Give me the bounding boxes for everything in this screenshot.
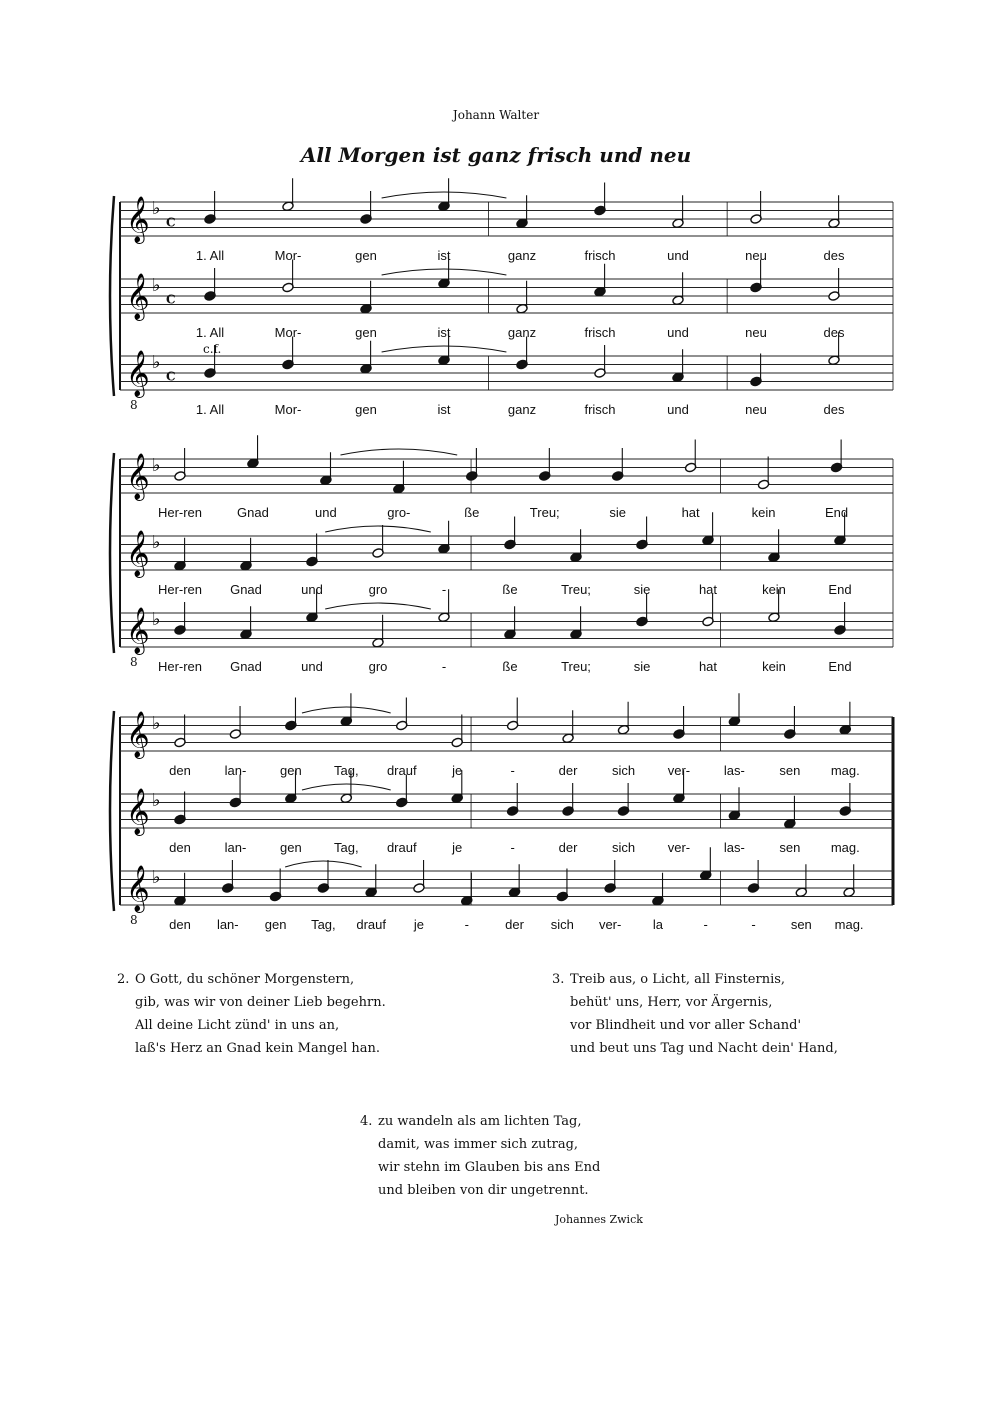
lyric-syllable: Tag, [311,917,336,932]
lyric-syllable: sen [779,763,801,778]
flat-icon: ♭ [152,531,161,553]
lyric-syllable: Mor- [274,402,302,417]
lyric-syllable: ße [464,505,480,520]
lyric-syllable: des [823,325,845,340]
treble-clef-icon: 𝄞 [126,453,150,500]
lyric-syllable: gen [280,763,302,778]
time-signature: C [166,292,176,307]
lyric-syllable: kein [762,582,786,597]
lyric-syllable: neu [745,248,767,263]
lyric-syllable: Mor- [274,248,302,263]
lyric-syllable: sich [611,840,636,855]
flat-icon: ♭ [152,274,161,296]
lyric-syllable: Gnad [230,582,262,597]
treble-clef-icon: 𝄞 [126,350,150,397]
lyric-syllable: hat [681,505,700,520]
lyric-syllable: den [169,917,191,932]
lyric-syllable: mag. [834,917,864,932]
verse-2 [117,968,386,1060]
lyric-syllable: sich [611,763,636,778]
octave-mark: 8 [130,913,138,927]
lyric-syllable: gen [264,917,287,932]
slur [325,526,431,532]
lyric-syllable: las- [723,763,745,778]
verse-3-line: vor Blindheit und vor aller Schand' [570,1018,802,1033]
lyric-syllable: kein [751,505,776,520]
cantus-firmus-mark: c.f. [203,342,222,356]
lyric-syllable: gen [355,325,377,340]
lyric-syllable: las- [723,840,745,855]
flat-icon: ♭ [152,351,161,373]
treble-clef-icon: 𝄞 [126,607,150,654]
flat-icon: ♭ [152,608,161,630]
lyric-syllable: - [441,582,447,597]
lyric-syllable: lan- [216,917,239,932]
lyric-syllable: sie [633,659,651,674]
lyric-syllable: sie [609,505,626,520]
lyric-syllable: hat [698,659,718,674]
lyric-syllable: drauf [356,917,386,932]
lyric-syllable: lan- [224,840,247,855]
lyric-syllable: Treu; [529,505,560,520]
lyric-syllable: End [828,582,852,597]
treble-clef-icon: 𝄞 [126,788,150,835]
lyric-syllable: frisch [584,325,616,340]
verse-4-line: zu wandeln als am lichten Tag, [378,1114,582,1129]
lyric-syllable: kein [762,659,786,674]
octave-mark: 8 [130,655,138,669]
lyric-syllable: und [301,582,323,597]
lyric-syllable: und [667,402,689,417]
treble-clef-icon: 𝄞 [126,865,150,912]
verse-3-line: behüt' uns, Herr, vor Ärgernis, [570,995,773,1010]
lyricist-name: Johannes Zwick [555,1213,643,1226]
slur [302,707,391,713]
lyric-syllable: Tag, [334,840,359,855]
lyric-syllable: und [315,505,337,520]
verse-4-line: und bleiben von dir ungetrennt. [378,1183,589,1198]
lyric-syllable: lan- [224,763,247,778]
lyric-syllable: sie [633,582,651,597]
lyric-syllable: und [301,659,323,674]
lyric-syllable: ße [502,659,518,674]
slur [382,269,507,275]
lyric-syllable: - [703,917,708,932]
lyric-syllable: ver- [667,763,691,778]
slur [285,861,361,867]
lyric-syllable: drauf [386,840,417,855]
lyric-syllable: gro- [387,505,411,520]
lyric-syllable: ist [437,325,451,340]
lyric-syllable: 1. All [195,248,225,263]
lyric-syllable: - [751,917,756,932]
verse-2-line: gib, was wir von deiner Lieb begehrn. [135,995,386,1010]
flat-icon: ♭ [152,789,161,811]
lyric-syllable: 1. All [195,402,225,417]
lyric-syllable: sich [550,917,574,932]
lyric-syllable: ist [437,402,451,417]
lyric-syllable: der [505,917,524,932]
lyric-syllable: ist [437,248,451,263]
lyric-syllable: frisch [584,402,616,417]
lyric-syllable: gro [368,659,388,674]
verse-4-line: wir stehn im Glauben bis ans End [378,1160,601,1175]
verse-2-line: laß's Herz an Gnad kein Mangel han. [135,1041,381,1056]
lyric-syllable: 1. All [195,325,225,340]
lyric-syllable: neu [745,402,767,417]
lyric-syllable: je [413,917,425,932]
verse-2-line: All deine Licht zünd' in uns an, [135,1018,340,1033]
verse-3-number: 3. [552,972,565,987]
lyric-syllable: je [452,840,463,855]
lyric-syllable: Gnad [230,659,262,674]
lyric-syllable: Tag, [334,763,359,778]
lyric-syllable: mag. [830,840,860,855]
system-bracket [110,453,114,653]
flat-icon: ♭ [152,866,161,888]
lyric-syllable: der [558,763,578,778]
lyric-syllable: Treu; [561,582,591,597]
lyric-syllable: ganz [507,248,537,263]
lyric-syllable: ganz [507,402,537,417]
lyric-syllable: des [823,402,845,417]
verse-3-line: Treib aus, o Licht, all Finsternis, [570,972,786,987]
lyric-syllable: Mor- [274,325,302,340]
lyric-syllable: ße [502,582,518,597]
system-bracket [110,196,114,396]
slur [325,603,431,609]
verse-4-number: 4. [360,1114,373,1129]
verse-4 [360,1110,601,1202]
lyric-syllable: ver- [598,917,622,932]
lyric-syllable: - [464,917,469,932]
verse-3-line: und beut uns Tag und Nacht dein' Hand, [570,1041,838,1056]
verse-3 [552,968,838,1060]
composer-name: Johann Walter [452,108,540,122]
lyric-syllable: der [558,840,578,855]
lyric-syllable: drauf [386,763,417,778]
lyric-syllable: und [667,248,689,263]
lyric-syllable: des [823,248,845,263]
lyric-syllable: hat [698,582,718,597]
lyric-syllable: Her-ren [157,505,203,520]
octave-mark: 8 [130,398,138,412]
lyric-syllable: Her-ren [157,582,203,597]
slur [382,346,507,352]
lyric-syllable: ganz [507,325,537,340]
lyric-syllable: neu [745,325,767,340]
treble-clef-icon: 𝄞 [126,196,150,243]
lyric-syllable: gen [355,248,377,263]
slur [340,449,457,455]
treble-clef-icon: 𝄞 [126,711,150,758]
system-bracket [110,711,114,911]
verse-4-line: damit, was immer sich zutrag, [378,1137,579,1152]
lyric-syllable: den [169,763,191,778]
treble-clef-icon: 𝄞 [126,273,150,320]
time-signature: C [166,215,176,230]
flat-icon: ♭ [152,712,161,734]
lyric-syllable: - [441,659,447,674]
lyric-syllable: - [510,840,515,855]
treble-clef-icon: 𝄞 [126,530,150,577]
page-title: All Morgen ist ganz frisch und neu [300,143,692,167]
lyric-syllable: Gnad [237,505,269,520]
lyric-syllable: den [169,840,191,855]
lyric-syllable: und [667,325,689,340]
lyric-syllable: - [510,763,515,778]
time-signature: C [166,369,176,384]
lyric-syllable: mag. [830,763,860,778]
lyric-syllable: End [824,505,849,520]
lyric-syllable: la [652,917,663,932]
lyric-syllable: frisch [584,248,616,263]
lyric-syllable: ver- [667,840,691,855]
verse-2-line: O Gott, du schöner Morgenstern, [135,972,355,987]
lyric-syllable: sen [790,917,812,932]
lyric-syllable: je [452,763,463,778]
lyric-syllable: Treu; [561,659,591,674]
verse-2-number: 2. [117,972,130,987]
slur [302,784,391,790]
lyric-syllable: gen [355,402,377,417]
lyric-syllable: gro [368,582,388,597]
lyric-syllable: gen [280,840,302,855]
lyric-syllable: sen [779,840,801,855]
slur [382,192,507,198]
flat-icon: ♭ [152,197,161,219]
flat-icon: ♭ [152,454,161,476]
lyric-syllable: End [828,659,852,674]
lyric-syllable: Her-ren [157,659,203,674]
